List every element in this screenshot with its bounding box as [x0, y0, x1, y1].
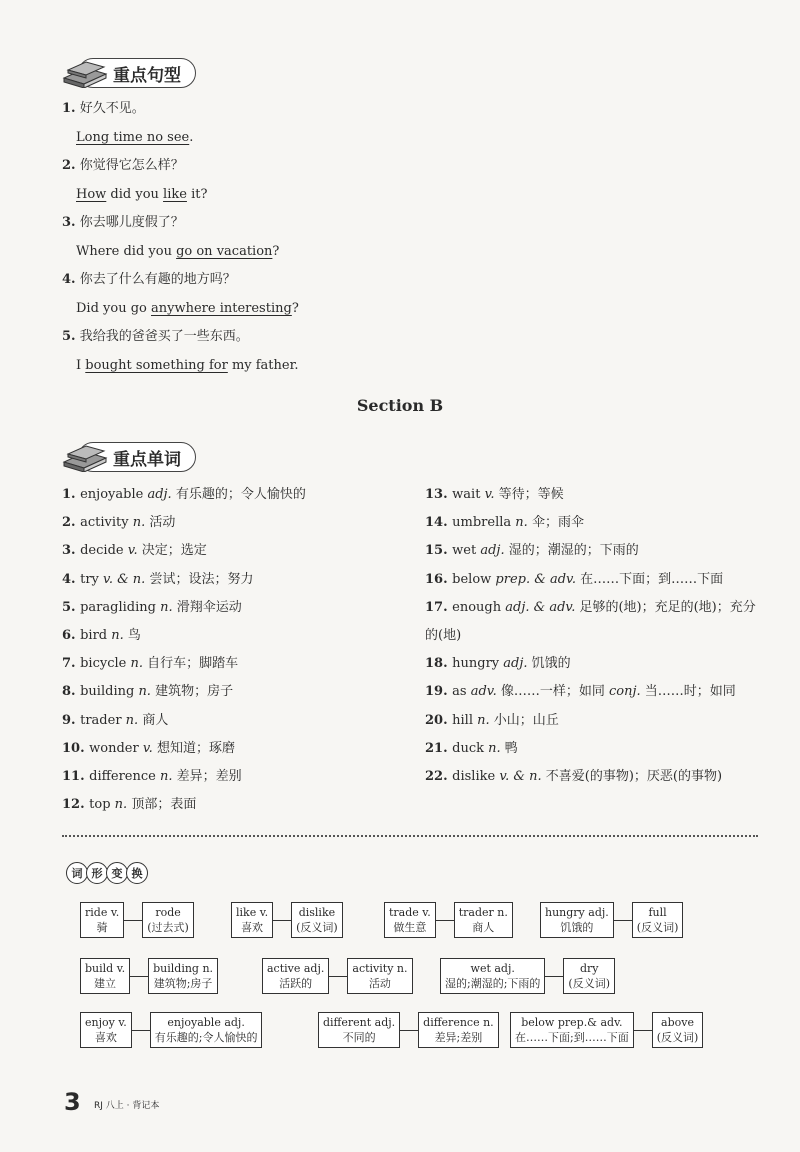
- part-of-speech: v.: [127, 543, 142, 559]
- word-entry: [62, 684, 233, 700]
- word-entry: [62, 656, 238, 672]
- chinese-meaning: 鸭: [504, 740, 518, 756]
- item-number: 1.: [62, 101, 76, 116]
- item-number: 3.: [62, 543, 81, 559]
- base-word-box: [384, 902, 436, 938]
- answer-blank: bought something for: [85, 358, 228, 373]
- word-form: dislike: [298, 906, 336, 919]
- english-word: duck: [452, 740, 489, 756]
- chinese-text: 你觉得它怎么样？: [75, 158, 184, 173]
- sentence-en: [76, 244, 279, 260]
- word-meaning: 饥饿的: [560, 921, 594, 934]
- word-form: trade v.: [389, 906, 431, 919]
- word-meaning: 喜欢: [241, 921, 264, 934]
- word-form: below prep.& adv.: [521, 1016, 623, 1029]
- answer-blank: Long time no see: [76, 130, 190, 145]
- footer-label: RJ 八上 · 背记本: [94, 1101, 160, 1111]
- title-circle-char: 换: [126, 862, 148, 884]
- chinese-meaning: 伞；雨伞: [531, 515, 584, 531]
- sentence-en: [76, 301, 299, 317]
- sentence-zh: [62, 101, 145, 117]
- chinese-meaning: 足够的(地)；充足的(地)；充分: [579, 599, 756, 615]
- word-meaning: 建筑物;房子: [153, 977, 213, 990]
- chinese-meaning: 小山；山丘: [493, 712, 559, 728]
- derived-word-box: [418, 1012, 499, 1048]
- connector-line: [400, 1030, 418, 1031]
- chinese-meaning: 尝试；设法；努力: [149, 571, 254, 587]
- english-word: wait: [452, 487, 485, 502]
- base-word-box: [540, 902, 614, 938]
- english-word: trader: [80, 712, 126, 728]
- english-word: below: [452, 571, 496, 587]
- derived-word-box: [652, 1012, 704, 1048]
- item-number: 2.: [62, 515, 81, 531]
- word-form: difference n.: [423, 1016, 494, 1029]
- part-of-speech: n.: [114, 797, 132, 813]
- item-number: 20.: [425, 712, 453, 728]
- item-number: 11.: [62, 769, 90, 784]
- item-number: 15.: [425, 543, 453, 559]
- item-number: 1.: [62, 487, 81, 502]
- transform-pair: [384, 902, 513, 938]
- word-form: trader n.: [458, 906, 508, 919]
- item-number: 6.: [62, 628, 81, 643]
- word-meaning: 不同的: [342, 1031, 376, 1044]
- section-b-heading: Section B: [356, 396, 444, 415]
- chinese-meaning: 想知道；琢磨: [156, 740, 235, 756]
- sentence-text: my father.: [227, 358, 299, 373]
- part-of-speech: adv.: [470, 684, 501, 700]
- word-entry: [62, 543, 207, 559]
- english-word: building: [80, 684, 139, 700]
- part-of-speech: conj.: [604, 684, 645, 700]
- chinese-meaning: 建筑物；房子: [155, 684, 234, 700]
- connector-line: [614, 920, 632, 921]
- chinese-meaning: 的(地): [425, 628, 462, 643]
- derived-word-box: [454, 902, 513, 938]
- sentence-zh: [62, 215, 184, 231]
- part-of-speech: n.: [132, 515, 150, 531]
- part-of-speech: n.: [111, 628, 128, 643]
- word-entry: [425, 600, 756, 616]
- transform-pair: [231, 902, 343, 938]
- derived-word-box: [142, 902, 194, 938]
- transform-pair: [318, 1012, 499, 1048]
- word-form: full: [648, 906, 667, 919]
- word-form: ride v.: [85, 906, 120, 919]
- english-word: decide: [80, 543, 128, 559]
- word-meaning: (反义词): [636, 921, 679, 934]
- part-of-speech: n.: [138, 684, 156, 700]
- base-word-box: [440, 958, 545, 994]
- word-entry: [425, 543, 639, 559]
- chinese-meaning: 滑翔伞运动: [176, 599, 242, 615]
- item-number: 5.: [62, 599, 81, 615]
- chinese-meaning: 饥饿的: [531, 656, 571, 672]
- word-form: enjoyable adj.: [167, 1016, 245, 1029]
- item-number: 16.: [425, 571, 453, 587]
- section-title: 重点句型: [78, 58, 196, 88]
- connector-line: [545, 976, 563, 977]
- item-number: 17.: [425, 599, 453, 615]
- chinese-meaning: 差异；差别: [176, 769, 242, 784]
- sentence-en: [76, 187, 207, 203]
- word-meaning: 有乐趣的;令人愉快的: [154, 1031, 258, 1044]
- sentence-text: it?: [186, 187, 208, 202]
- english-word: wonder: [89, 740, 143, 756]
- item-number: 18.: [425, 656, 453, 672]
- english-word: paragliding: [80, 599, 161, 615]
- word-form: hungry adj.: [545, 906, 609, 919]
- base-word-box: [510, 1012, 634, 1048]
- base-word-box: [231, 902, 273, 938]
- word-entry: [62, 600, 242, 616]
- title-circle-char: 形: [86, 862, 108, 884]
- part-of-speech: n.: [125, 712, 143, 728]
- english-word: enough: [452, 599, 506, 615]
- item-number: 22.: [425, 769, 453, 784]
- english-word: top: [89, 797, 115, 813]
- english-word: enjoyable: [80, 487, 148, 502]
- chinese-meaning: 湿的；潮湿的；下雨的: [508, 543, 639, 559]
- derived-word-box: [150, 1012, 263, 1048]
- part-of-speech: v.: [142, 740, 157, 756]
- english-word: wet: [452, 543, 481, 559]
- part-of-speech: n.: [160, 599, 177, 615]
- english-word: bird: [80, 628, 112, 643]
- transform-pair: [510, 1012, 703, 1048]
- section-badge-key-sentences: [62, 58, 196, 88]
- chinese-text: 你去了什么有趣的地方吗？: [75, 272, 236, 287]
- chinese-meaning: 商人: [142, 712, 169, 728]
- connector-line: [436, 920, 454, 921]
- connector-line: [273, 920, 291, 921]
- english-word: difference: [89, 769, 160, 784]
- books-icon: [62, 442, 108, 472]
- word-entry: [62, 797, 196, 813]
- item-number: 19.: [425, 684, 453, 700]
- english-word: umbrella: [452, 515, 516, 531]
- chinese-meaning: 顶部；表面: [131, 797, 197, 813]
- word-entry: [425, 487, 564, 503]
- title-circle-char: 变: [106, 862, 128, 884]
- sentence-text: Did you go: [76, 301, 151, 316]
- sentence-text: Where did you: [76, 244, 177, 259]
- divider: [62, 835, 758, 837]
- connector-line: [634, 1030, 652, 1031]
- part-of-speech: v.: [484, 487, 499, 502]
- word-entry: [425, 684, 736, 700]
- derived-word-box: [291, 902, 343, 938]
- part-of-speech: n.: [159, 769, 177, 784]
- item-number: 5.: [62, 329, 76, 344]
- connector-line: [132, 1030, 150, 1031]
- word-form: building n.: [153, 962, 214, 975]
- word-entry: [62, 487, 306, 503]
- word-entry: [425, 515, 584, 531]
- word-transform-title: [66, 862, 146, 884]
- word-meaning: 骑: [96, 921, 108, 934]
- chinese-text: 你去哪儿度假了？: [75, 215, 184, 230]
- chinese-meaning: 决定；选定: [141, 543, 207, 559]
- word-entry: [425, 741, 518, 757]
- item-number: 2.: [62, 158, 76, 173]
- word-meaning: (反义词): [296, 921, 338, 934]
- part-of-speech: n.: [130, 656, 148, 672]
- answer-blank: like: [163, 187, 187, 202]
- item-number: 4.: [62, 571, 81, 587]
- item-number: 21.: [425, 740, 453, 756]
- word-form: different adj.: [323, 1016, 396, 1029]
- word-entry: [425, 769, 722, 785]
- sentence-text: ?: [291, 301, 299, 316]
- english-word: hill: [452, 712, 478, 728]
- english-word: try: [80, 571, 104, 587]
- word-meaning: 活跃的: [279, 977, 313, 990]
- transform-pair: [80, 902, 194, 938]
- item-number: 12.: [62, 797, 90, 813]
- connector-line: [329, 976, 347, 977]
- word-meaning: 差异;差别: [434, 1031, 483, 1044]
- word-meaning: 做生意: [393, 921, 427, 934]
- section-title: 重点单词: [78, 442, 196, 472]
- transform-pair: [540, 902, 683, 938]
- english-word: bicycle: [80, 656, 131, 672]
- derived-word-box: [563, 958, 615, 994]
- word-meaning: 建立: [94, 977, 117, 990]
- word-form: active adj.: [267, 962, 325, 975]
- word-entry: [62, 769, 242, 785]
- base-word-box: [80, 902, 124, 938]
- page-number: 3: [64, 1088, 81, 1116]
- part-of-speech: v. & n.: [499, 769, 546, 784]
- base-word-box: [262, 958, 329, 994]
- part-of-speech: adj.: [480, 543, 509, 559]
- sentence-text: I: [76, 358, 86, 373]
- sentence-zh: [62, 158, 184, 174]
- english-word: as: [452, 684, 471, 700]
- base-word-box: [318, 1012, 400, 1048]
- transform-pair: [80, 958, 218, 994]
- item-number: 10.: [62, 740, 90, 756]
- transform-pair: [262, 958, 413, 994]
- sentence-text: did you: [106, 187, 164, 202]
- word-meaning: 商人: [472, 921, 495, 934]
- item-number: 8.: [62, 684, 81, 700]
- part-of-speech: n.: [477, 712, 494, 728]
- word-entry: [62, 572, 253, 588]
- word-entry: [62, 515, 175, 531]
- word-entry: [425, 713, 559, 729]
- word-form: rode: [155, 906, 181, 919]
- sentence-en: [76, 130, 193, 146]
- item-number: 13.: [425, 487, 453, 502]
- transform-pair: [80, 1012, 262, 1048]
- item-number: 4.: [62, 272, 76, 287]
- item-number: 3.: [62, 215, 76, 230]
- word-meaning: (反义词): [656, 1031, 699, 1044]
- english-word: activity: [80, 515, 133, 531]
- chinese-meaning: 当……时；如同: [644, 684, 736, 700]
- word-meaning: 活动: [368, 977, 391, 990]
- word-meaning: 湿的;潮湿的;下雨的: [445, 977, 541, 990]
- word-meaning: (过去式): [147, 921, 189, 934]
- english-word: dislike: [452, 769, 500, 784]
- derived-word-box: [148, 958, 218, 994]
- part-of-speech: adj.: [147, 487, 176, 502]
- base-word-box: [80, 1012, 132, 1048]
- answer-blank: go on vacation: [176, 244, 273, 259]
- word-form: activity n.: [352, 962, 408, 975]
- part-of-speech: adj.: [503, 656, 532, 672]
- part-of-speech: n.: [488, 740, 505, 756]
- word-entry: [62, 713, 168, 729]
- word-form: like v.: [236, 906, 269, 919]
- derived-word-box: [632, 902, 684, 938]
- answer-blank: anywhere interesting: [151, 301, 292, 316]
- part-of-speech: v. & n.: [103, 571, 150, 587]
- item-number: 7.: [62, 656, 81, 672]
- title-circle-char: 词: [66, 862, 88, 884]
- books-icon: [62, 58, 108, 88]
- chinese-meaning: 有乐趣的；令人愉快的: [175, 487, 306, 502]
- chinese-meaning: 鸟: [127, 628, 141, 643]
- sentence-text: .: [189, 130, 194, 145]
- english-word: hungry: [452, 656, 504, 672]
- sentence-en: [76, 358, 299, 374]
- part-of-speech: n.: [515, 515, 532, 531]
- transform-pair: [440, 958, 615, 994]
- connector-line: [124, 920, 142, 921]
- sentence-zh: [62, 329, 249, 345]
- base-word-box: [80, 958, 130, 994]
- word-form: above: [661, 1016, 694, 1029]
- word-meaning: (反义词): [568, 977, 611, 990]
- chinese-meaning: 不喜爱(的事物)；厌恶(的事物): [545, 769, 723, 784]
- word-form: wet adj.: [470, 962, 515, 975]
- word-meaning: 在……下面;到……下面: [515, 1031, 629, 1044]
- word-entry: [62, 628, 141, 644]
- chinese-meaning: 活动: [149, 515, 176, 531]
- word-form: enjoy v.: [85, 1016, 127, 1029]
- word-entry: [62, 741, 235, 757]
- word-meaning: 喜欢: [94, 1031, 117, 1044]
- chinese-text: 好久不见。: [75, 101, 145, 116]
- section-badge-key-words: [62, 442, 196, 472]
- word-entry: [425, 628, 461, 644]
- chinese-text: 我给我的爸爸买了一些东西。: [75, 329, 249, 344]
- word-form: dry: [579, 962, 599, 975]
- derived-word-box: [347, 958, 412, 994]
- word-entry: [425, 656, 571, 672]
- word-entry: [425, 572, 723, 588]
- part-of-speech: adj. & adv.: [505, 599, 580, 615]
- chinese-meaning: 像……一样；如同: [500, 684, 605, 700]
- chinese-meaning: 自行车；脚踏车: [147, 656, 239, 672]
- connector-line: [130, 976, 148, 977]
- answer-blank: How: [76, 187, 107, 202]
- word-form: build v.: [85, 962, 126, 975]
- item-number: 9.: [62, 712, 81, 728]
- chinese-meaning: 等待；等候: [498, 487, 564, 502]
- chinese-meaning: 在……下面；到……下面: [580, 571, 724, 587]
- item-number: 14.: [425, 515, 453, 531]
- sentence-text: ?: [272, 244, 280, 259]
- part-of-speech: prep. & adv.: [495, 571, 581, 587]
- sentence-zh: [62, 272, 236, 288]
